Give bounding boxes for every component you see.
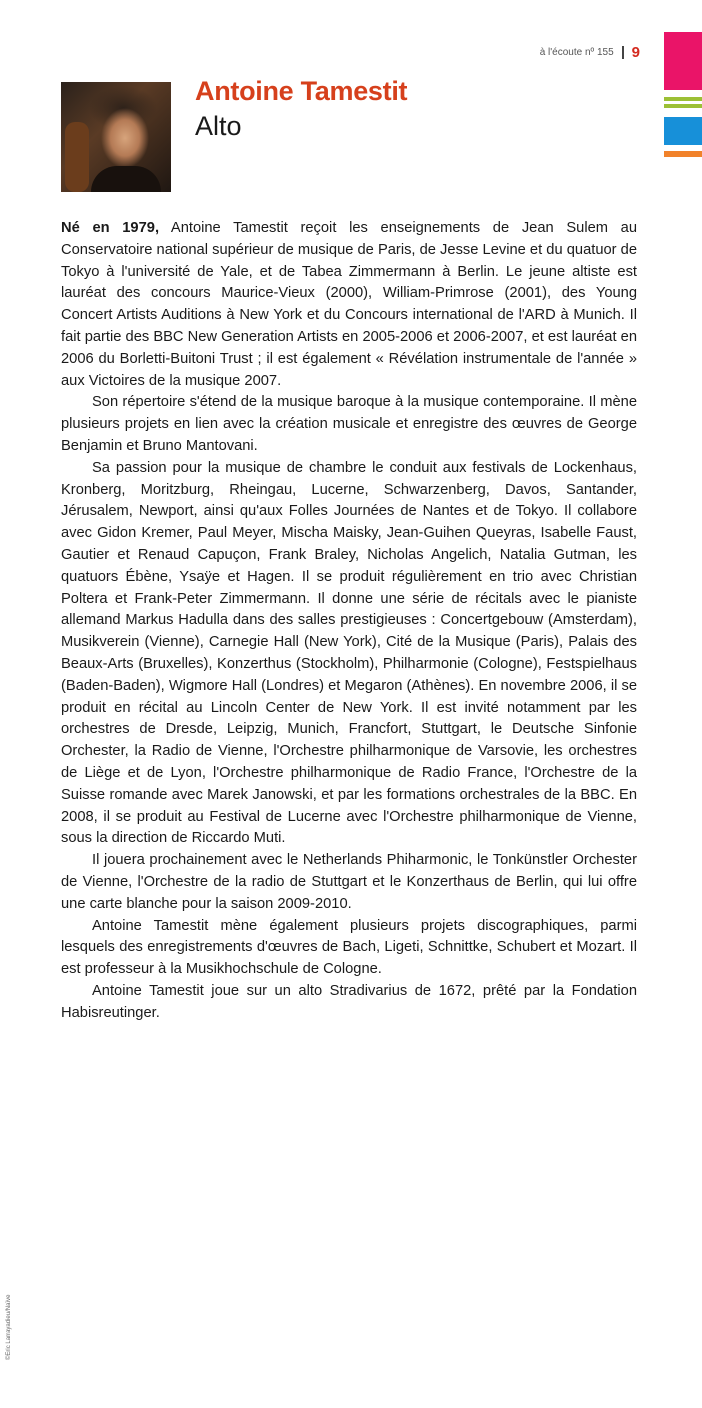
section-tab-green [664, 97, 702, 101]
bio-paragraph-1 [61, 218, 637, 392]
section-tab-blue [664, 117, 702, 145]
bio-lead: Né en 1979, [61, 220, 160, 236]
artist-biography [61, 218, 637, 1024]
artist-portrait [61, 82, 171, 192]
header-separator [622, 46, 624, 59]
artist-name: Antoine Tamestit [195, 76, 408, 106]
section-tab-pink [664, 32, 702, 90]
bio-paragraph-2: Son répertoire s'étend de la musique baroque à la musique contemporaine. Il mène plusieurs projets en lien avec la création musicale et enregistre des œuvres de George Benjamin et Bruno Mantovani. [61, 394, 637, 454]
artist-instrument: Alto [195, 111, 242, 141]
page-number: 9 [631, 44, 640, 61]
photo-credit: ©Eric Larrayadieu/Naïve [6, 1294, 12, 1360]
bio-paragraph-5: Antoine Tamestit mène également plusieurs projets discographiques, parmi lesquels des enregistrements d'œuvres de Bach, Ligeti, Schnittke, Schubert et Mozart. Il est professeur à la Musikhochschule de Cologne. [61, 917, 637, 978]
bio-paragraph-3: Sa passion pour la musique de chambre le conduit aux festivals de Lockenhaus, Kronberg, Moritzburg, Rheingau, Lucerne, Schwarzenberg, Davos, Santander, Jérusalem, Newport, ainsi qu'aux Folles Journées de Nantes et de Tokyo. Il collabore avec Gidon Kremer, Paul Meyer, Mischa Maisky, Jean-Guihen Queyras, Isabelle Faust, Gautier et Renaud Capuçon, Frank Braley, Nicholas Angelich, Natalia Gutman, les quatuors Ébène, Ysaÿe et Hagen. Il se produit régulièrement en trio avec Christian Poltera et Frank-Peter Zimmermann. Il donne une série de récitals avec le pianiste allemand Markus Hadulla dans des salles prestigieuses : Concertgebouw (Amsterdam), Musikverein (Vienne), Carnegie Hall (New York), Cité de la Musique (Paris), Palais des Beaux-Arts (Bruxelles), Konzerthus (Stockholm), Philharmonie (Cologne), Festspielhaus (Baden-Baden), Wigmore Hall (Londres) et Megaron (Athènes). En novembre 2006, il se produit en récital au Lincoln Center de New York. Il est invité notamment par les orchestres de Dresde, Leipzig, Munich, Francfort, Stuttgart, le Deutsche Sinfonie Orchester, la Radio de Vienne, l'Orchestre philharmonique de Varsovie, les orchestres de Liège et de Lyon, l'Orchestre philharmonique de Radio France, l'Orchestre de la Suisse romande avec Marek Janowski, et par les formations orchestrales de la BBC. En 2008, il se produit au Festival de Lucerne avec l'Orchestre philharmonique de Vienne, sous la direction de Riccardo Muti. [61, 459, 637, 847]
bio-paragraph-1-text: Antoine Tamestit reçoit les enseignements de Jean Sulem au Conservatoire national supérieur de musique de Paris, de Jesse Levine et du quatuor de Tokyo à l'université de Yale, et de Tabea Zimmermann à Berlin. Le jeune altiste est lauréat des concours Maurice-Vieux (2000), William-Primrose (2001), des Young Concert Artists Auditions à New York et du Concours international de l'ARD à Munich. Il fait partie des BBC New Generation Artists en 2005-2006 et 2006-2007, et est lauréat en 2006 du Borletti-Buitoni Trust ; il est également « Révélation instrumentale de l'année » aux Victoires de la musique 2007. [61, 220, 637, 389]
section-tab-orange [664, 151, 702, 157]
bio-paragraph-6: Antoine Tamestit joue sur un alto Stradivarius de 1672, prêté par la Fondation Habisreutinger. [61, 982, 637, 1021]
issue-label: à l'écoute nº 155 [539, 47, 614, 58]
bio-paragraph-4: Il jouera prochainement avec le Netherlands Phiharmonic, le Tonkünstler Orchester de Vienne, l'Orchestre de la radio de Stuttgart et le Konzerthaus de Berlin, qui lui offre une carte blanche pour la saison 2009-2010. [61, 852, 637, 912]
page-header [540, 44, 640, 61]
portrait-violin [65, 122, 89, 192]
portrait-shirt [91, 166, 161, 192]
section-tab-green-2 [664, 104, 702, 108]
